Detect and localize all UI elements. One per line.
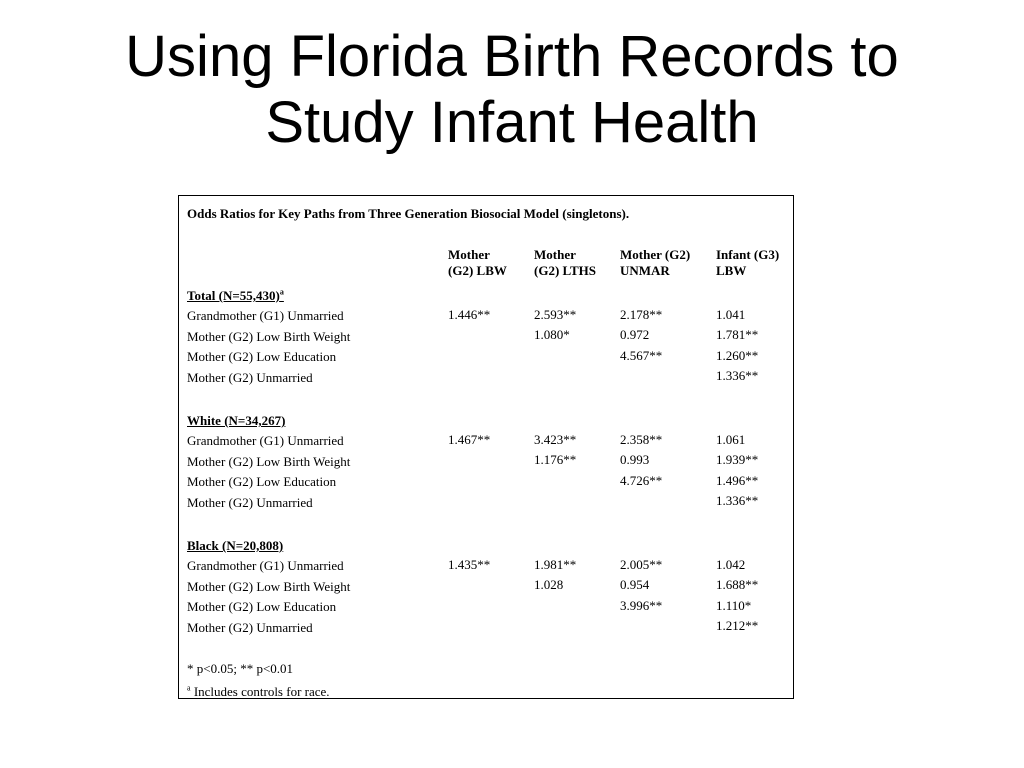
table-cell: 2.593** bbox=[534, 307, 577, 322]
race-control-note bbox=[187, 684, 330, 700]
table-cell: 0.993 bbox=[620, 452, 650, 467]
table-cell: 1.981** bbox=[534, 557, 577, 572]
row-label: Mother (G2) Low Education bbox=[187, 474, 337, 489]
column-header-line: (G2) LTHS bbox=[534, 263, 597, 278]
table-cell: 1.336** bbox=[716, 493, 759, 508]
table-cell: 1.061 bbox=[716, 432, 746, 447]
table-cell: 1.176** bbox=[534, 452, 577, 467]
table-cell: 1.260** bbox=[716, 348, 759, 363]
row-label: Mother (G2) Low Birth Weight bbox=[187, 579, 351, 594]
table-cell: 0.954 bbox=[620, 577, 650, 592]
row-label: Mother (G2) Low Education bbox=[187, 599, 337, 614]
table-cell: 1.467** bbox=[448, 432, 491, 447]
section-heading-total bbox=[187, 288, 284, 304]
row-label: Grandmother (G1) Unmarried bbox=[187, 433, 344, 448]
column-header-line: Mother (G2) bbox=[620, 247, 691, 262]
table-cell: 1.110* bbox=[716, 598, 752, 613]
row-label: Mother (G2) Unmarried bbox=[187, 370, 313, 385]
table-cell: 4.567** bbox=[620, 348, 663, 363]
column-header-line: LBW bbox=[716, 263, 747, 278]
table-caption: Odds Ratios for Key Paths from Three Generation Biosocial Model (singletons). bbox=[187, 206, 630, 221]
table-cell: 1.080* bbox=[534, 327, 570, 342]
table-cell: 1.939** bbox=[716, 452, 759, 467]
table-cell: 1.041 bbox=[716, 307, 746, 322]
column-header-infant-g3-lbw bbox=[716, 247, 779, 279]
significance-note: * p<0.05; ** p<0.01 bbox=[187, 661, 294, 676]
section-heading-text: Black (N=20,808) bbox=[187, 538, 284, 553]
race-control-note-text: Includes controls for race. bbox=[193, 684, 330, 699]
row-label: Grandmother (G1) Unmarried bbox=[187, 558, 344, 573]
section-heading-footnote-marker: a bbox=[279, 287, 284, 297]
odds-ratio-table bbox=[178, 195, 794, 699]
table-cell: 3.996** bbox=[620, 598, 663, 613]
table-cell: 2.005** bbox=[620, 557, 663, 572]
row-label: Mother (G2) Low Birth Weight bbox=[187, 329, 351, 344]
table-cell: 1.212** bbox=[716, 618, 759, 633]
table-cell: 3.423** bbox=[534, 432, 577, 447]
section-heading-text: White (N=34,267) bbox=[187, 413, 286, 428]
column-header-line: UNMAR bbox=[620, 263, 670, 278]
section-heading-text: Total (N=55,430) bbox=[187, 288, 280, 303]
slide-title bbox=[0, 24, 1024, 156]
column-header-line: Mother bbox=[534, 247, 576, 262]
footnote-marker: a bbox=[187, 683, 191, 693]
row-label: Mother (G2) Unmarried bbox=[187, 495, 313, 510]
table-cell: 4.726** bbox=[620, 473, 663, 488]
row-label: Mother (G2) Unmarried bbox=[187, 620, 313, 635]
table-cell: 1.446** bbox=[448, 307, 491, 322]
column-header-line: Mother bbox=[448, 247, 490, 262]
row-label: Mother (G2) Low Education bbox=[187, 349, 337, 364]
table-cell: 1.688** bbox=[716, 577, 759, 592]
slide-title-line-1: Using Florida Birth Records to bbox=[125, 24, 899, 89]
table-cell: 1.028 bbox=[534, 577, 564, 592]
table-cell: 1.336** bbox=[716, 368, 759, 383]
section-heading-white bbox=[187, 413, 285, 429]
table-cell: 2.178** bbox=[620, 307, 663, 322]
table-cell: 2.358** bbox=[620, 432, 663, 447]
table-cell: 1.781** bbox=[716, 327, 759, 342]
table-cell: 0.972 bbox=[620, 327, 650, 342]
row-label: Grandmother (G1) Unmarried bbox=[187, 308, 344, 323]
table-cell: 1.435** bbox=[448, 557, 491, 572]
table-cell: 1.042 bbox=[716, 557, 746, 572]
column-header-mother-g2-lbw bbox=[448, 247, 507, 279]
column-header-mother-g2-lths bbox=[534, 247, 596, 279]
table-cell: 1.496** bbox=[716, 473, 759, 488]
column-header-line: (G2) LBW bbox=[448, 263, 507, 278]
slide-title-line-2: Study Infant Health bbox=[265, 90, 759, 155]
row-label: Mother (G2) Low Birth Weight bbox=[187, 454, 351, 469]
column-header-mother-g2-unmar bbox=[620, 247, 690, 279]
section-heading-black bbox=[187, 538, 283, 554]
column-header-line: Infant (G3) bbox=[716, 247, 780, 262]
